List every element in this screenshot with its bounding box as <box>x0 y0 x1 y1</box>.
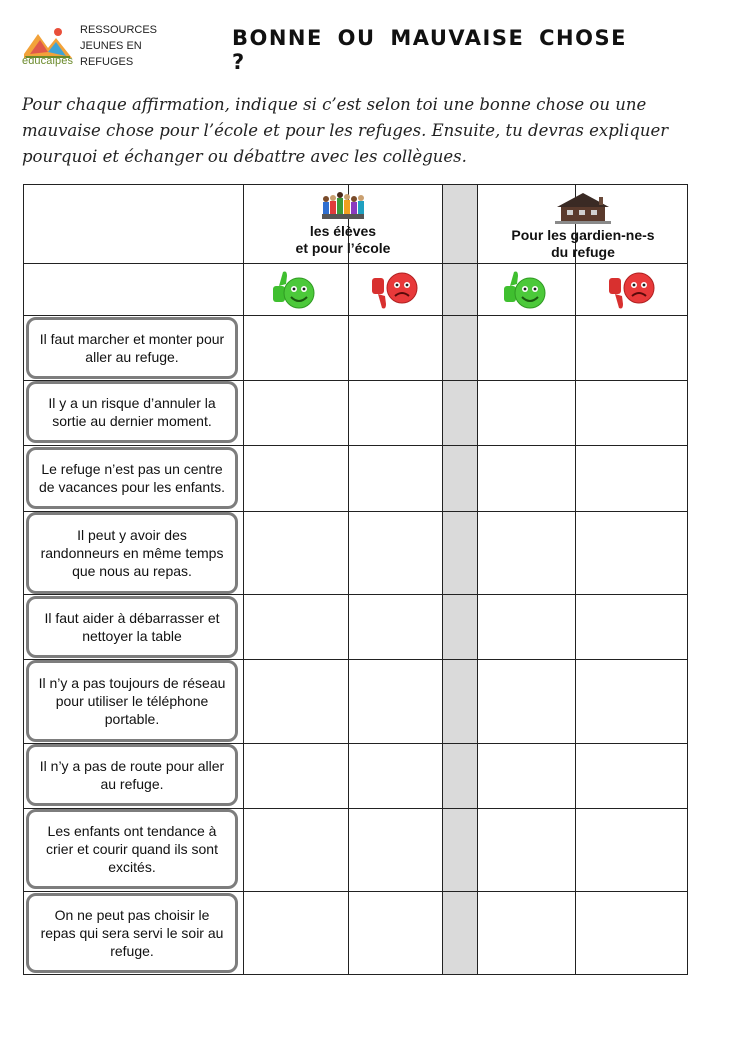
logo-text <box>80 22 157 70</box>
thumbs-down-smiley-icon <box>607 268 659 312</box>
statement-box: Il n’y a pas de route pour aller au refuge. <box>26 744 238 806</box>
thumbs-down-smiley-icon <box>370 268 422 312</box>
statement-box: On ne peut pas choisir le repas qui sera servi le soir au refuge. <box>26 893 238 973</box>
students-group-icon <box>320 191 366 221</box>
separator-column <box>443 185 477 974</box>
statement-box: Le refuge n’est pas un centre de vacances pour les enfants. <box>26 447 238 509</box>
statement-box: Les enfants ont tendance à crier et courir quand ils sont excités. <box>26 809 238 889</box>
statement-box: Il y a un risque d’annuler la sortie au dernier moment. <box>26 381 238 443</box>
statement-box: Il faut marcher et monter pour aller au refuge. <box>26 317 238 379</box>
logo-line: JEUNES EN <box>80 40 142 52</box>
instructions-paragraph: Pour chaque affirmation, indique si c’est selon toi une bonne chose ou une mauvaise chose pour l’école et pour les refuges. Ensuite, tu devras expliquer pourquoi et échanger ou débattre avec les collègues. <box>22 95 669 166</box>
hut-keepers-column-header <box>478 191 688 261</box>
hut-keepers-header-line1: Pour les gardien-ne-s <box>511 227 655 243</box>
mountain-hut-icon <box>553 191 613 225</box>
logo-line: RESSOURCES <box>80 24 158 36</box>
statement-box: Il peut y avoir des randonneurs en même temps que nous au repas. <box>26 512 238 594</box>
statement-box: Il faut aider à débarrasser et nettoyer la table <box>26 596 238 658</box>
students-header-line2: et pour l’école <box>295 240 391 256</box>
hut-keepers-header-line2: du refuge <box>551 244 615 260</box>
thumbs-up-smiley-icon <box>500 268 552 312</box>
thumbs-up-smiley-icon <box>269 268 321 312</box>
page-title: BONNE OU MAUVAISE CHOSE ? <box>232 26 627 74</box>
logo-wordmark: éducalpes <box>22 55 74 67</box>
logo-line: REFUGES <box>80 56 134 68</box>
statement-box: Il n’y a pas toujours de réseau pour utiliser le téléphone portable. <box>26 660 238 742</box>
students-header-line1: les élèves <box>309 223 377 239</box>
students-school-column-header <box>244 191 442 257</box>
